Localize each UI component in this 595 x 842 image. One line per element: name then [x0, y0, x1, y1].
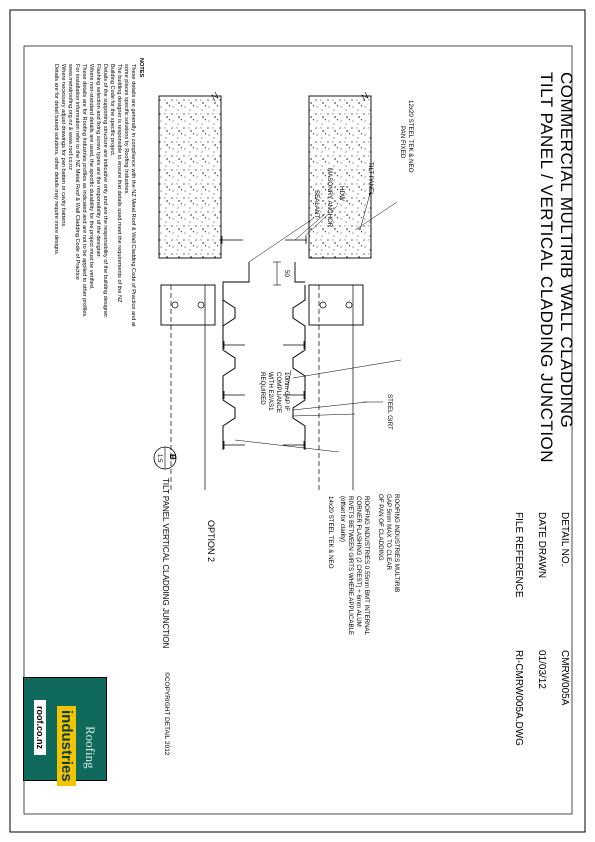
flashing-label-line2: CORNER FLASHING (2 CREST) + 6mm ALUM — [355, 496, 362, 627]
gap-label-line2: COMPLIANCE — [275, 372, 282, 413]
multirib-label-line1: ROOFING INDUSTRIES MULTIRIB — [393, 494, 400, 593]
note-line: Details are for detail based solutions, other details may require more designs. — [53, 64, 59, 256]
notes-heading: NOTES — [138, 58, 144, 78]
sealant-label: SEALANT — [313, 190, 320, 219]
fixing-screws — [221, 236, 307, 449]
screw-14g-label: 14x20 STEEL TEK & NEO — [327, 496, 334, 569]
detail-no-label: DETAIL NO. — [559, 512, 570, 567]
logo-web-text: roof.co.nz — [34, 700, 46, 755]
note-line: some places specific solutions by Roofing Industries. — [123, 64, 129, 195]
gap-label-line1: 10mm GAP IF — [283, 372, 290, 412]
roofing-industries-logo — [23, 677, 107, 781]
tilt-panel-lower — [159, 96, 221, 258]
note-line: Where necessary adjust drawings for pan batten or cavity battens. — [60, 64, 66, 228]
gap-label-line3: WITH E2/AS1 — [267, 372, 274, 411]
flashing-label-line3: RIVETS BETWEEN GIRTS WHERE APPLICABLE — [347, 496, 354, 636]
note-line: The building designer is responsible to ensure that details used meet the requirements of the NZ — [116, 64, 122, 303]
steel-girt-label: STEEL GIRT — [386, 394, 393, 430]
dimension-50 — [273, 262, 281, 285]
title-line1: COMMERCIAL MULTIRIB WALL CLADDING — [557, 72, 576, 429]
file-value: RI-CMRW005A.DWG — [513, 650, 524, 746]
title-line2: TILT PANEL / VERTICAL CLADDING JUNCTION — [537, 72, 556, 464]
copyright: ©COPYRIGHT DETAIL 2012 — [163, 672, 170, 756]
file-label: FILE REFERENCE — [513, 512, 524, 598]
multirib-profile-lower — [223, 285, 235, 450]
logo-roofing-text: Roofing — [83, 726, 98, 769]
flashing-label-line1: ROOFING INDUSTRIES 0.55mm BMT INTERNAL — [363, 496, 370, 636]
tilt-panel-label: TILT PANEL — [367, 162, 374, 196]
flashing-label-line4: (offset for clarity) — [339, 496, 346, 542]
section-letter: B — [168, 454, 177, 460]
section-scale: 1:5 — [156, 454, 162, 463]
logo-industries-text: industries — [57, 706, 76, 786]
detail-no-value: CMRW005A — [559, 650, 570, 706]
date-label: DATE DRAWN — [536, 512, 547, 579]
note-line: Building Code for the specific project. — [109, 64, 115, 157]
masonry-anchor-label: MASONRY ANCHOR — [326, 168, 333, 228]
note-line: These details are generally in compliance with the NZ Metal Roof & Wall Cladding Code of Practice and at — [130, 64, 136, 327]
tilt-panel-upper — [309, 96, 374, 258]
gap-label-line4: REQUIRED — [259, 372, 266, 405]
corner-flashing — [223, 262, 249, 330]
note-line: Details of the supporting structure are indicative only and are the responsibility of the building designer. — [102, 64, 108, 319]
note-line: These details are for Roofing Industries profiles as indicated and are not to be applied to other profiles. — [81, 64, 87, 318]
screw-12g-label-line2: PAN FIXED — [399, 126, 406, 159]
note-line: For installation information refer to the NZ Metal Roof & Wall Cladding Code of Practice — [74, 64, 80, 280]
hdw-label: HDW — [338, 186, 345, 201]
multirib-profile-upper — [293, 285, 305, 450]
screw-12g-label-line1: 12x20 STEEL TEK & NEO — [407, 100, 414, 173]
dimension-50-label: 50 — [283, 270, 290, 277]
multirib-label-line3: OF PAN OF CLADDING — [377, 494, 384, 561]
note-line: Where non-standard details are used, the specific durability for the project must be verified. — [88, 64, 94, 290]
section-caption: TILT PANEL VERTICAL CLADDING JUNCTION — [161, 478, 170, 649]
option-label: OPTION 2 — [206, 520, 216, 563]
note-line: www.metalroofing.org.nz & www.roof.co.nz — [67, 64, 73, 171]
date-value: 01/03/12 — [536, 650, 547, 689]
note-line: Flashing selection and fixing screw types are the responsibility of the designer. — [95, 64, 101, 259]
multirib-label-line2: GAP 5mm MAX TO CLEAR — [385, 494, 392, 570]
